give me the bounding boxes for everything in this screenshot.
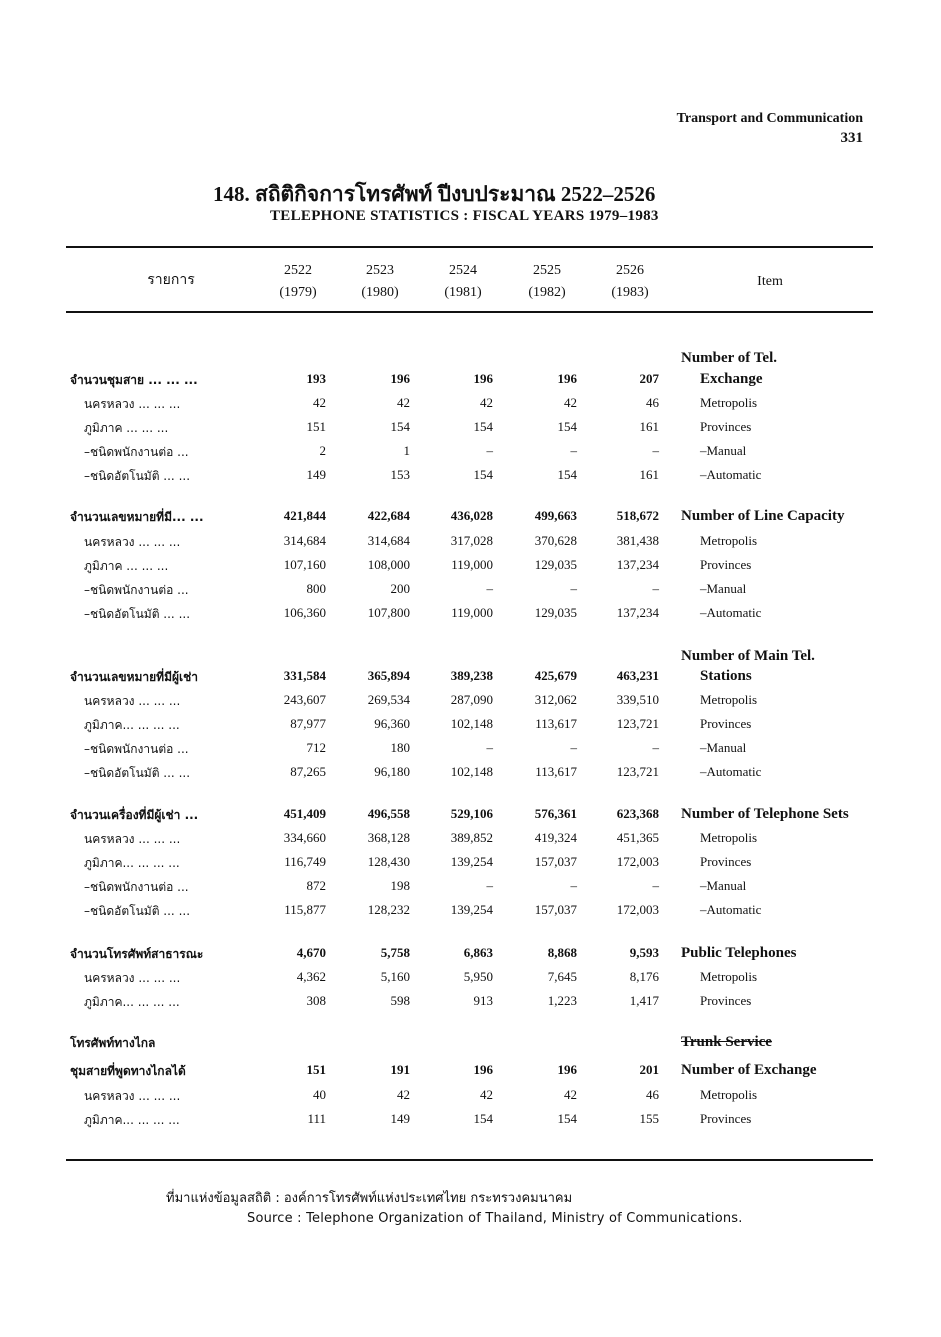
- row-label-thai: จำนวนเลขหมายที่มีผู้เช่า: [70, 670, 198, 684]
- row-label-thai: –ชนิดอัตโนมัติ ... ...: [84, 607, 191, 621]
- cell-value: 1,223: [547, 993, 577, 1008]
- cell-value: 269,534: [367, 692, 410, 707]
- table-row: [0, 395, 941, 419]
- cell-value: 154: [557, 419, 577, 434]
- year-be: 2525: [533, 263, 561, 278]
- cell-value: 7,645: [547, 969, 577, 984]
- cell-value: 5,950: [463, 969, 493, 984]
- cell-value: 800: [306, 581, 326, 596]
- cell-value: 96,360: [374, 716, 410, 731]
- cell-value: 128,430: [367, 854, 410, 869]
- cell-value: 712: [306, 740, 326, 755]
- row-label-english: Trunk Service: [681, 1034, 772, 1050]
- cell-value: –: [652, 878, 659, 893]
- cell-value: 139,254: [450, 902, 493, 917]
- column-header-item-english: Item: [757, 274, 783, 289]
- cell-value: 154: [557, 467, 577, 482]
- cell-value: 8,868: [547, 945, 577, 960]
- cell-value: 149: [390, 1111, 410, 1126]
- row-label-english: –Automatic: [700, 467, 762, 482]
- row-label-thai: จำนวนโทรศัพท์สาธารณะ: [70, 947, 204, 961]
- row-label-english: –Automatic: [700, 902, 762, 917]
- cell-value: 451,365: [616, 830, 659, 845]
- table-row: [0, 740, 941, 764]
- cell-value: 421,844: [283, 508, 326, 523]
- row-label-thai: ภูมิภาค ... ... ...: [84, 559, 169, 573]
- cell-value: 389,852: [450, 830, 493, 845]
- row-label-english: Provinces: [700, 993, 752, 1008]
- cell-value: 137,234: [616, 557, 659, 572]
- section-heading-row: [0, 1034, 941, 1058]
- row-label-thai: –ชนิดพนักงานต่อ ...: [84, 583, 189, 597]
- cell-value: 5,160: [380, 969, 410, 984]
- table-row: [0, 945, 941, 969]
- cell-value: 102,148: [450, 716, 493, 731]
- row-label-english: –Automatic: [700, 764, 762, 779]
- row-label-thai: นครหลวง ... ... ...: [84, 397, 181, 411]
- cell-value: 172,003: [616, 902, 659, 917]
- cell-value: 42: [313, 395, 326, 410]
- cell-value: 196: [557, 1062, 577, 1077]
- cell-value: 129,035: [534, 605, 577, 620]
- cell-value: 196: [473, 1062, 493, 1077]
- cell-value: 149: [306, 467, 326, 482]
- cell-value: 196: [473, 371, 493, 386]
- table-row: [0, 508, 941, 532]
- table-row: [0, 806, 941, 830]
- table-row: [0, 533, 941, 557]
- cell-value: 1: [403, 443, 410, 458]
- row-label-english: Number of Exchange: [681, 1062, 817, 1078]
- row-label-english: Stations: [700, 668, 752, 684]
- header-bottom-rule: [66, 311, 873, 313]
- year-be: 2522: [284, 263, 312, 278]
- cell-value: 157,037: [534, 902, 577, 917]
- year-ce: (1979): [279, 285, 317, 300]
- cell-value: 157,037: [534, 854, 577, 869]
- cell-value: 128,232: [367, 902, 410, 917]
- cell-value: 243,607: [283, 692, 326, 707]
- cell-value: 308: [306, 993, 326, 1008]
- cell-value: 154: [473, 1111, 493, 1126]
- cell-value: 113,617: [535, 716, 577, 731]
- cell-value: –: [652, 740, 659, 755]
- cell-value: 193: [306, 371, 326, 386]
- table-row: [0, 557, 941, 581]
- row-label-english: Metropolis: [700, 830, 758, 845]
- page-number: 331: [840, 130, 863, 146]
- table-row: [0, 764, 941, 788]
- table-row: [0, 668, 941, 692]
- row-label-english: Provinces: [700, 716, 752, 731]
- cell-value: 339,510: [616, 692, 659, 707]
- table-row: [0, 419, 941, 443]
- cell-value: 123,721: [616, 716, 659, 731]
- cell-value: 113,617: [535, 764, 577, 779]
- row-label-english: –Manual: [700, 878, 747, 893]
- table-row: [0, 1087, 941, 1111]
- page-header: [677, 110, 863, 148]
- cell-value: 107,160: [283, 557, 326, 572]
- table-row: [0, 1062, 941, 1086]
- row-label-thai: ภูมิภาค... ... ... ...: [84, 718, 180, 732]
- cell-value: 576,361: [534, 806, 577, 821]
- cell-value: –: [486, 740, 493, 755]
- cell-value: 155: [639, 1111, 659, 1126]
- row-label-thai: ภูมิภาค... ... ... ...: [84, 995, 180, 1009]
- cell-value: 42: [397, 1087, 410, 1102]
- row-label-english: Provinces: [700, 557, 752, 572]
- cell-value: 154: [473, 419, 493, 434]
- column-header-item-thai: รายการ: [147, 273, 195, 288]
- row-label-thai: นครหลวง ... ... ...: [84, 535, 181, 549]
- cell-value: 436,028: [450, 508, 493, 523]
- year-be: 2524: [449, 263, 477, 278]
- cell-value: 161: [639, 467, 659, 482]
- column-header-year: [433, 260, 493, 304]
- cell-value: 9,593: [629, 945, 659, 960]
- title-thai: 148. สถิติกิจการโทรศัพท์ ปีงบประมาณ 2522–2526: [213, 182, 656, 206]
- row-label-thai: –ชนิดอัตโนมัติ ... ...: [84, 766, 191, 780]
- cell-value: 154: [557, 1111, 577, 1126]
- cell-value: 42: [564, 1087, 577, 1102]
- cell-value: –: [486, 878, 493, 893]
- row-label-thai: นครหลวง ... ... ...: [84, 694, 181, 708]
- row-label-english: Provinces: [700, 854, 752, 869]
- cell-value: 451,409: [283, 806, 326, 821]
- year-ce: (1983): [611, 285, 649, 300]
- cell-value: 499,663: [534, 508, 577, 523]
- cell-value: 623,368: [616, 806, 659, 821]
- cell-value: 102,148: [450, 764, 493, 779]
- cell-value: 154: [473, 467, 493, 482]
- cell-value: –: [652, 443, 659, 458]
- cell-value: 111: [307, 1111, 326, 1126]
- cell-value: 108,000: [367, 557, 410, 572]
- cell-value: 287,090: [450, 692, 493, 707]
- cell-value: 365,894: [367, 668, 410, 683]
- cell-value: 42: [564, 395, 577, 410]
- cell-value: 119,000: [451, 557, 493, 572]
- cell-value: 4,362: [296, 969, 326, 984]
- cell-value: –: [486, 581, 493, 596]
- item-english-heading: Number of Main Tel.: [681, 648, 815, 664]
- row-label-thai: –ชนิดอัตโนมัติ ... ...: [84, 904, 191, 918]
- year-be: 2526: [616, 263, 644, 278]
- cell-value: 872: [306, 878, 326, 893]
- table-row: [0, 371, 941, 395]
- cell-value: 463,231: [616, 668, 659, 683]
- cell-value: 529,106: [450, 806, 493, 821]
- cell-value: 317,028: [450, 533, 493, 548]
- table-row: [0, 1111, 941, 1135]
- cell-value: 119,000: [451, 605, 493, 620]
- cell-value: 46: [646, 395, 659, 410]
- cell-value: 913: [473, 993, 493, 1008]
- table-bottom-rule: [66, 1159, 873, 1161]
- row-label-thai: ชุมสายที่พูดทางไกลได้: [70, 1064, 186, 1078]
- row-label-english: –Automatic: [700, 605, 762, 620]
- cell-value: 87,977: [290, 716, 326, 731]
- cell-value: –: [486, 443, 493, 458]
- cell-value: 201: [639, 1062, 659, 1077]
- row-label-thai: จำนวนเครื่องที่มีผู้เช่า ...: [70, 808, 199, 822]
- row-label-english: Metropolis: [700, 395, 758, 410]
- row-label-thai: จำนวนเลขหมายที่มี... ...: [70, 510, 204, 524]
- cell-value: 196: [557, 371, 577, 386]
- year-ce: (1980): [361, 285, 399, 300]
- cell-value: 334,660: [283, 830, 326, 845]
- row-label-english: –Manual: [700, 740, 747, 755]
- cell-value: 172,003: [616, 854, 659, 869]
- cell-value: –: [570, 581, 577, 596]
- row-label-english: Exchange: [700, 371, 763, 387]
- row-label-english: Metropolis: [700, 533, 758, 548]
- cell-value: 8,176: [629, 969, 659, 984]
- cell-value: 425,679: [534, 668, 577, 683]
- row-label-english: –Manual: [700, 581, 747, 596]
- table-row: [0, 854, 941, 878]
- year-be: 2523: [366, 263, 394, 278]
- row-label-thai: ภูมิภาค... ... ... ...: [84, 1113, 180, 1127]
- table-row: [0, 993, 941, 1017]
- row-label-thai: จำนวนชุมสาย ... ... ...: [70, 373, 198, 387]
- row-label-english: Provinces: [700, 419, 752, 434]
- cell-value: 2: [319, 443, 326, 458]
- row-label-english: Metropolis: [700, 969, 758, 984]
- source-note-thai: ที่มาแห่งข้อมูลสถิติ : องค์การโทรศัพท์แห่งประเทศไทย กระทรวงคมนาคม: [166, 1191, 573, 1206]
- table-row: [0, 830, 941, 854]
- cell-value: 40: [313, 1087, 326, 1102]
- cell-value: –: [652, 581, 659, 596]
- cell-value: 115,877: [284, 902, 326, 917]
- title-english: TELEPHONE STATISTICS : FISCAL YEARS 1979–1983: [270, 208, 659, 224]
- section-name: Transport and Communication: [676, 111, 863, 126]
- cell-value: 5,758: [380, 945, 410, 960]
- cell-value: 196: [390, 371, 410, 386]
- row-label-thai: นครหลวง ... ... ...: [84, 832, 181, 846]
- table-row: [0, 969, 941, 993]
- column-header-year: [600, 260, 660, 304]
- cell-value: 200: [390, 581, 410, 596]
- table-row: [0, 443, 941, 467]
- cell-value: 496,558: [367, 806, 410, 821]
- column-header-year: [517, 260, 577, 304]
- row-label-thai: –ชนิดพนักงานต่อ ...: [84, 742, 189, 756]
- cell-value: 123,721: [616, 764, 659, 779]
- table-row: [0, 692, 941, 716]
- cell-value: 207: [639, 371, 659, 386]
- table-row: [0, 605, 941, 629]
- cell-value: 381,438: [616, 533, 659, 548]
- table-row: [0, 878, 941, 902]
- row-label-english: Metropolis: [700, 692, 758, 707]
- row-label-english: Provinces: [700, 1111, 752, 1126]
- table-row: [0, 467, 941, 491]
- row-label-thai: นครหลวง ... ... ...: [84, 971, 181, 985]
- row-label-english: Public Telephones: [681, 945, 797, 961]
- cell-value: 139,254: [450, 854, 493, 869]
- row-label-english: Metropolis: [700, 1087, 758, 1102]
- row-label-thai: นครหลวง ... ... ...: [84, 1089, 181, 1103]
- row-label-english: Number of Telephone Sets: [681, 806, 849, 822]
- cell-value: –: [570, 878, 577, 893]
- cell-value: 180: [390, 740, 410, 755]
- table-row: [0, 581, 941, 605]
- cell-value: 87,265: [290, 764, 326, 779]
- table-row: [0, 716, 941, 740]
- cell-value: 368,128: [367, 830, 410, 845]
- cell-value: 314,684: [283, 533, 326, 548]
- column-header-year: [268, 260, 328, 304]
- cell-value: 46: [646, 1087, 659, 1102]
- cell-value: 153: [390, 467, 410, 482]
- row-label-thai: –ชนิดพนักงานต่อ ...: [84, 880, 189, 894]
- cell-value: –: [570, 740, 577, 755]
- cell-value: 151: [306, 1062, 326, 1077]
- row-label-english: –Manual: [700, 443, 747, 458]
- cell-value: 42: [480, 1087, 493, 1102]
- cell-value: 42: [397, 395, 410, 410]
- cell-value: 42: [480, 395, 493, 410]
- row-label-english: Number of Line Capacity: [681, 508, 845, 524]
- cell-value: 419,324: [534, 830, 577, 845]
- row-label-thai: –ชนิดอัตโนมัติ ... ...: [84, 469, 191, 483]
- cell-value: 129,035: [534, 557, 577, 572]
- cell-value: 314,684: [367, 533, 410, 548]
- item-english-heading: Number of Tel.: [681, 350, 777, 366]
- cell-value: 161: [639, 419, 659, 434]
- cell-value: 389,238: [450, 668, 493, 683]
- cell-value: 154: [390, 419, 410, 434]
- cell-value: 116,749: [284, 854, 326, 869]
- cell-value: 198: [390, 878, 410, 893]
- cell-value: 4,670: [296, 945, 326, 960]
- row-label-thai: ภูมิภาค ... ... ...: [84, 421, 169, 435]
- table-row: [0, 902, 941, 926]
- row-label-thai: –ชนิดพนักงานต่อ ...: [84, 445, 189, 459]
- cell-value: 1,417: [629, 993, 659, 1008]
- cell-value: –: [570, 443, 577, 458]
- source-note-english: Source : Telephone Organization of Thailand, Ministry of Communications.: [247, 1211, 743, 1226]
- cell-value: 312,062: [534, 692, 577, 707]
- cell-value: 422,684: [367, 508, 410, 523]
- year-ce: (1981): [444, 285, 482, 300]
- cell-value: 107,800: [367, 605, 410, 620]
- cell-value: 331,584: [283, 668, 326, 683]
- cell-value: 518,672: [616, 508, 659, 523]
- year-ce: (1982): [528, 285, 566, 300]
- cell-value: 137,234: [616, 605, 659, 620]
- cell-value: 96,180: [374, 764, 410, 779]
- row-label-thai: โทรศัพท์ทางไกล: [70, 1036, 156, 1050]
- cell-value: 151: [306, 419, 326, 434]
- cell-value: 106,360: [283, 605, 326, 620]
- cell-value: 370,628: [534, 533, 577, 548]
- table-top-rule: [66, 246, 873, 248]
- cell-value: 191: [390, 1062, 410, 1077]
- cell-value: 598: [390, 993, 410, 1008]
- row-label-thai: ภูมิภาค... ... ... ...: [84, 856, 180, 870]
- column-header-year: [350, 260, 410, 304]
- cell-value: 6,863: [463, 945, 493, 960]
